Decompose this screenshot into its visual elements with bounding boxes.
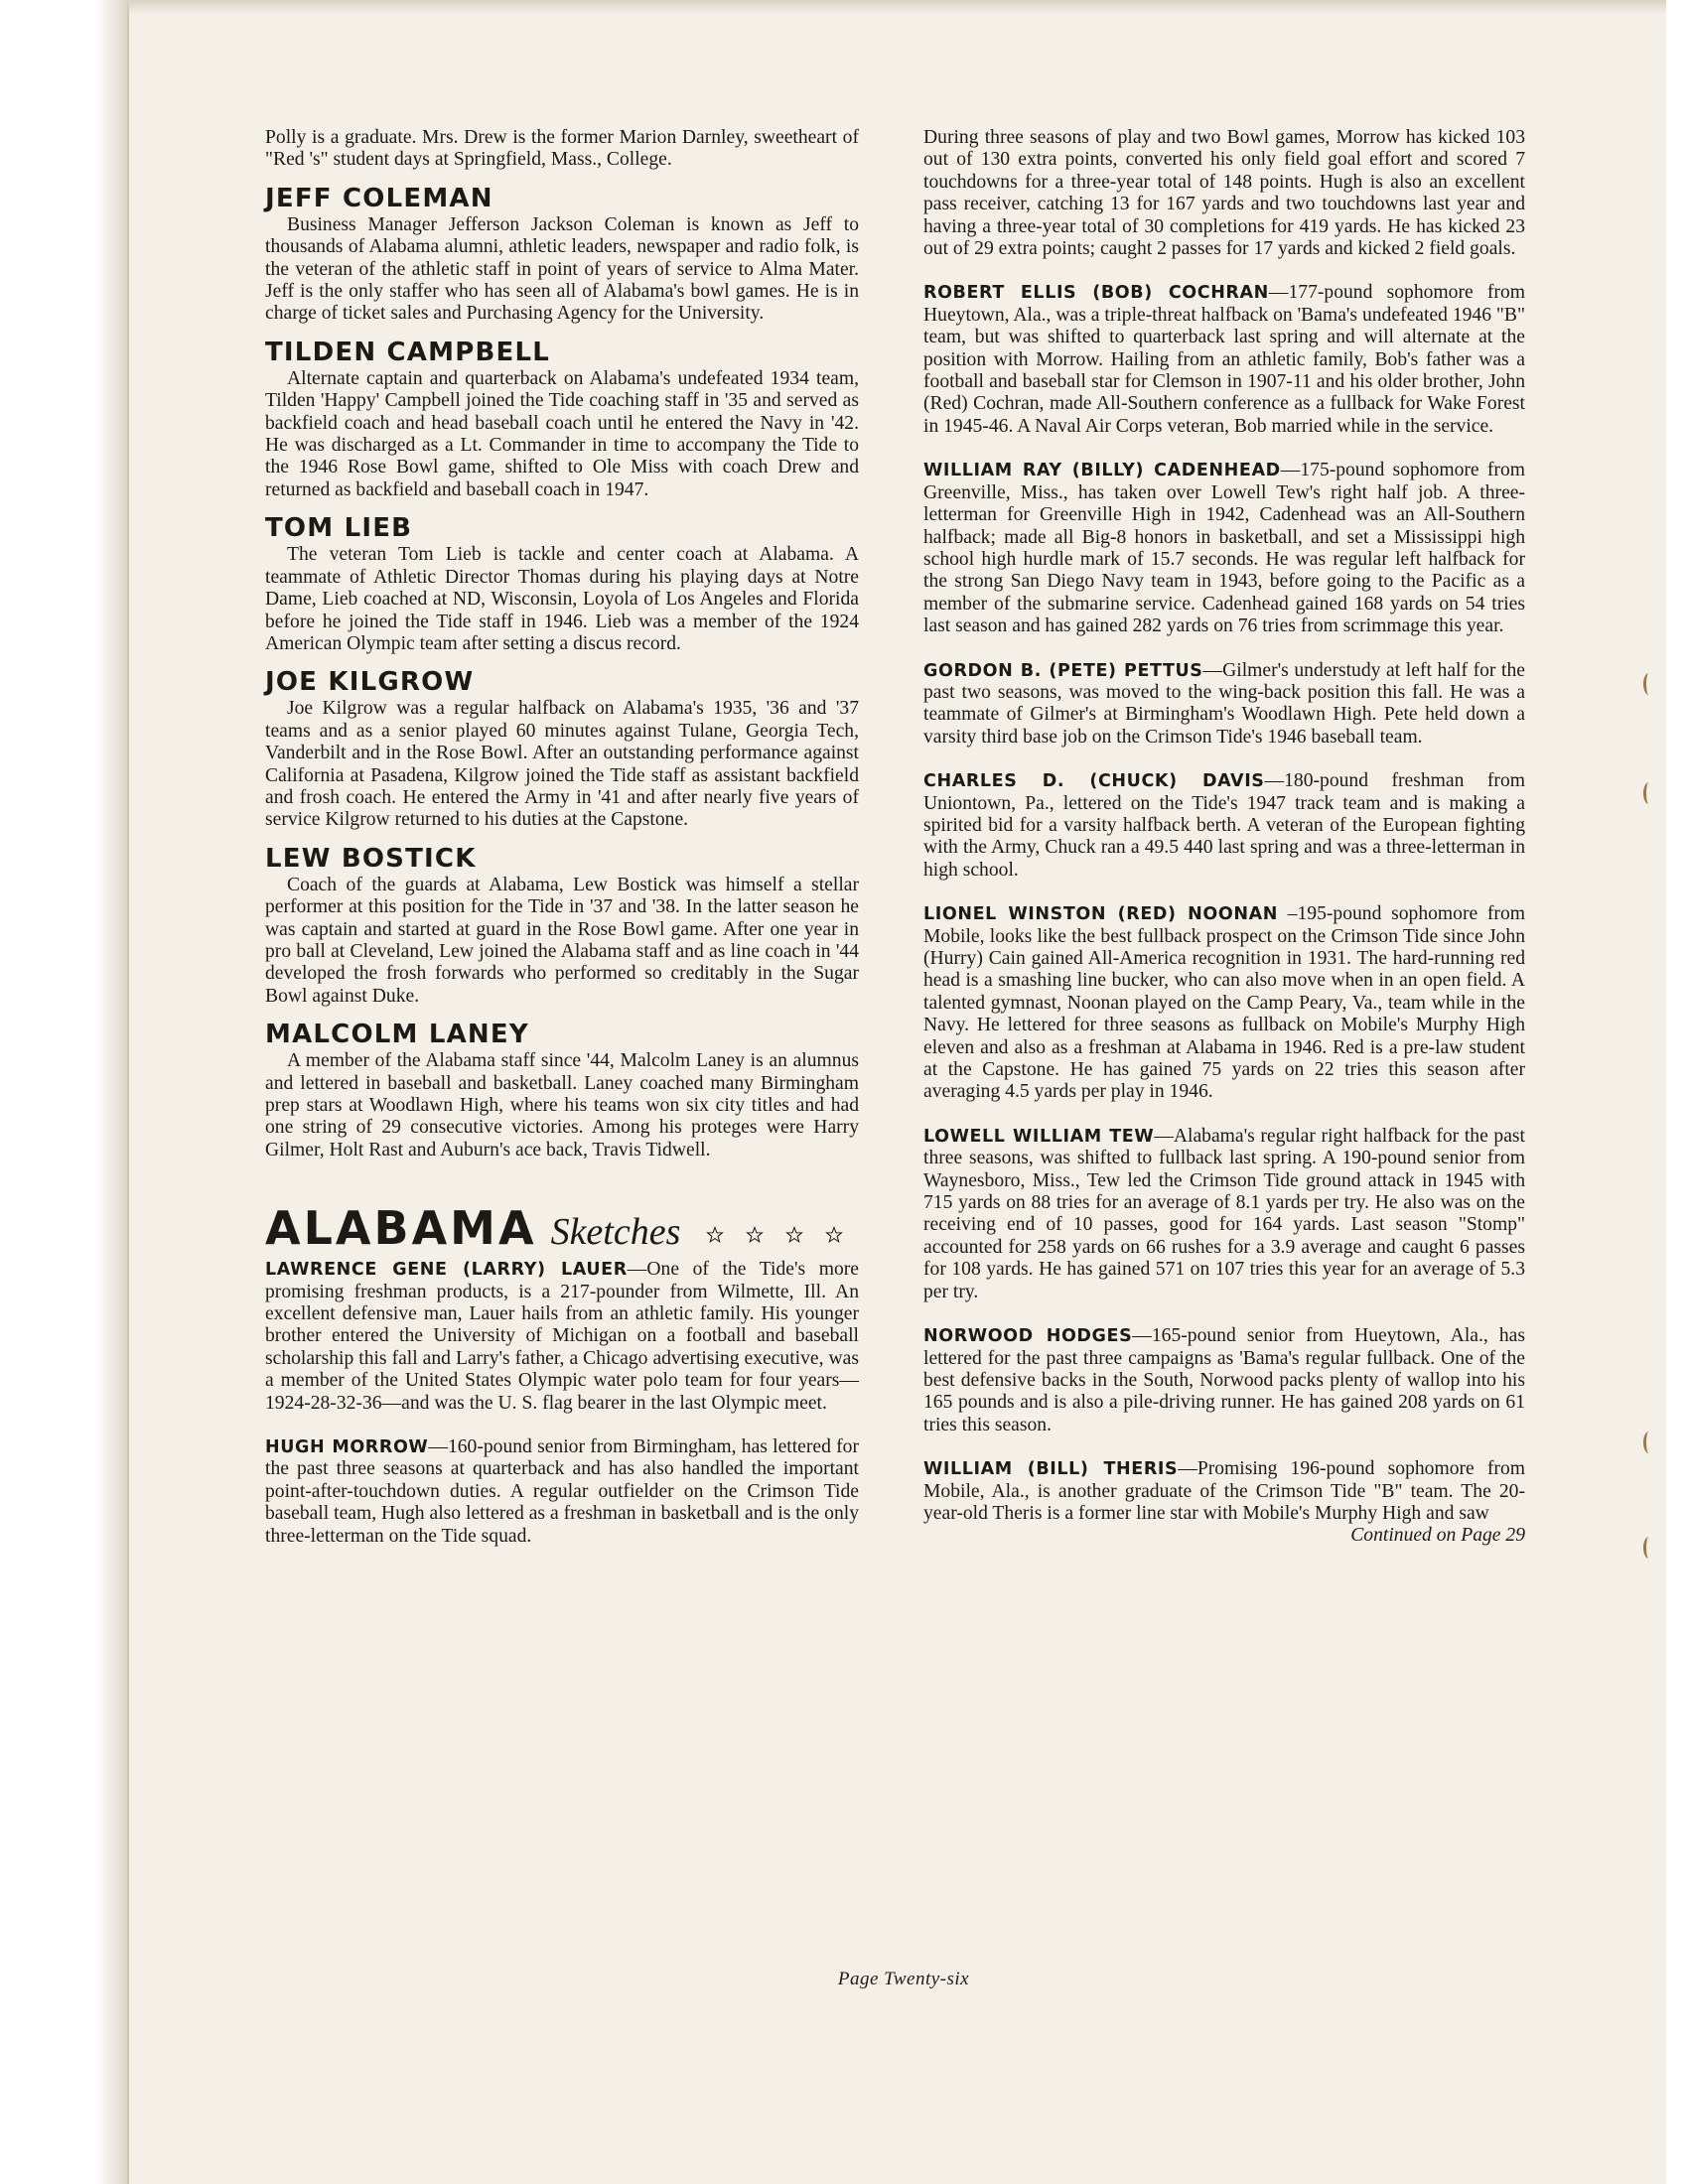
player-bio: —160-pound senior from Birmingham, has lettered for the past three seasons at quarterback and has also handled the important point-after-touchdown duties. A regular outfielder on the Crimson Tide baseball team, Hugh also lettered as a freshman in basketball and is the only three-letterman on the Tide squad.: [265, 1436, 859, 1547]
coach-bio: Business Manager Jefferson Jackson Coleman is known as Jeff to thousands of Alabama alumni, athletic leaders, newspaper and radio folk, is the veteran of the athletic staff in point of years of service to Alma Mater. Jeff is the only staffer who has seen all of Alabama's bowl games. He is in charge of ticket sales and Purchasing Agency for the University.: [265, 213, 859, 325]
left-column: [265, 127, 859, 1548]
coach-entry-tilden-campbell: [265, 338, 859, 501]
margin-mark: [1643, 782, 1654, 804]
player-name: WILLIAM RAY (BILLY) CADENHEAD: [923, 461, 1281, 481]
player-entry-bill-theris: [923, 1458, 1525, 1525]
coach-bio: A member of the Alabama staff since '44, Malcolm Laney is an alumnus and lettered in baseball and basketball. Laney coached many Birmingham prep stars at Woodlawn High, where his teams won six city titles and had one string of 29 consecutive victories. Among his proteges were Harry Gilmer, Holt Rast and Auburn's ace back, Travis Tidwell.: [265, 1050, 859, 1160]
player-entry-lowell-tew: [923, 1126, 1525, 1303]
player-bio: —Alabama's regular right halfback for the past three seasons, was shifted to fullback last spring. A 190-pound senior from Waynesboro, Miss., Tew led the Crimson Tide ground attack in 1945 with 715 yards on 88 tries for an average of 8.1 yards per try. He also was on the receiving end of 10 passes, good for 164 yards. Last season "Stomp" accounted for 258 yards on 66 rushes for a 3.9 average and caught 6 passes for 108 yards. He has gained 571 on 107 tries this year for an average of 5.3 per try.: [923, 1125, 1525, 1302]
coach-name: JOE KILGROW: [265, 667, 475, 698]
coach-bio: The veteran Tom Lieb is tackle and center coach at Alabama. A teammate of Athletic Director Thomas during his playing days at Notre Dame, Lieb coached at ND, Wisconsin, Loyola of Los Angeles and Florida before he joined the Tide staff in 1946. Lieb was a member of the 1924 American Olympic team after setting a discus record.: [265, 544, 859, 654]
coach-entry-lew-bostick: [265, 844, 859, 1008]
star-icon: [746, 1226, 764, 1244]
coach-name: MALCOLM LANEY: [265, 1020, 529, 1050]
player-name: LAWRENCE GENE (LARRY) LAUER: [265, 1260, 628, 1281]
coach-name: LEW BOSTICK: [265, 843, 477, 874]
player-entry-larry-lauer: [265, 1259, 859, 1415]
sketches-subtitle: Sketches: [550, 1211, 681, 1254]
player-bio: —Promising 196-pound sophomore from Mobile, Ala., is another graduate of the Crimson Tide "B" team. The 20-year-old Theris is a former line star with Mobile's Murphy High and saw: [923, 1458, 1525, 1524]
coach-name: TILDEN CAMPBELL: [265, 337, 550, 367]
coach-bio: Coach of the guards at Alabama, Lew Bostick was himself a stellar performer at this position for the Tide in '37 and '38. In the latter season he was captain and started at guard in the Rose Bowl game. After one year in pro ball at Cleveland, Lew joined the Alabama staff and as line coach in '44 developed the frosh forwards who performed so creditably in the Sugar Bowl against Duke.: [265, 874, 859, 1007]
player-bio: —175-pound sophomore from Greenville, Miss., has taken over Lowell Tew's right half job. A three-letterman for Greenville High in 1942, Cadenhead was an All-Southern halfback; made all Big-8 honors in basketball, and set a Mississippi high school high hurdle mark of 15.7 seconds. He was regular left halfback for the strong San Diego Navy team in 1943, before going to the Pacific as a member of the submarine service. Cadenhead gained 168 yards on 54 tries last season and has gained 282 yards on 76 tries from scrimmage this year.: [923, 460, 1525, 637]
continuation-paragraph: During three seasons of play and two Bowl games, Morrow has kicked 103 out of 130 extra points, converted his only field goal effort and scored 7 touchdowns for a three-year total of 148 points. Hugh is also an excellent pass receiver, catching 13 for 167 yards and two touchdowns last year and having a three-year total of 30 completions for 419 yards. He has kicked 23 out of 29 extra points; caught 2 passes for 17 yards and kicked 2 field goals.: [923, 127, 1525, 260]
star-icon: [706, 1226, 724, 1244]
player-name: NORWOOD HODGES: [923, 1326, 1133, 1347]
player-bio: —177-pound sophomore from Hueytown, Ala., was a triple-threat halfback on 'Bama's undefeated 1946 "B" team, but was shifted to quarterback last spring and will alternate at the position with Morrow. Hailing from an athletic family, Bob's father was a football and baseball star for Clemson in 1907-11 and his older brother, John (Red) Cochran, made All-Southern conference as a fullback for Wake Forest in 1945-46. A Naval Air Corps veteran, Bob married while in the service.: [923, 282, 1525, 437]
intro-paragraph: Polly is a graduate. Mrs. Drew is the former Marion Darnley, sweetheart of "Red 's" student days at Springfield, Mass., College.: [265, 127, 859, 171]
player-entry-chuck-davis: [923, 770, 1525, 882]
margin-mark: [1643, 673, 1654, 695]
player-entry-billy-cadenhead: [923, 460, 1525, 637]
player-entry-bob-cochran: [923, 282, 1525, 438]
player-bio: —Gilmer's understudy at left half for the past two seasons, was moved to the wing-back position this fall. He was a teammate of Gilmer's at Birmingham's Woodlawn High. Pete held down a varsity third base job on the Crimson Tide's 1946 baseball team.: [923, 659, 1525, 748]
scan-background-left: [0, 0, 129, 2184]
coach-name: TOM LIEB: [265, 513, 413, 544]
coach-name: JEFF COLEMAN: [265, 183, 493, 213]
right-column: [923, 127, 1525, 1547]
player-name: ROBERT ELLIS (BOB) COCHRAN: [923, 283, 1269, 304]
star-icon: [825, 1226, 843, 1244]
player-name: LOWELL WILLIAM TEW: [923, 1126, 1155, 1147]
margin-mark: [1643, 1432, 1654, 1453]
player-name: HUGH MORROW: [265, 1437, 429, 1458]
player-bio: —165-pound senior from Hueytown, Ala., has lettered for the past three campaigns as 'Bama's regular fullback. One of the best defensive backs in the South, Norwood packs plenty of wallop into his 165 pounds and is also a pile-driving runner. He has gained 208 yards on 61 tries this season.: [923, 1325, 1526, 1435]
coach-entry-malcolm-laney: [265, 1020, 859, 1161]
sketches-heading: [265, 1201, 859, 1259]
coach-entry-jeff-coleman: [265, 184, 859, 326]
coach-bio: Alternate captain and quarterback on Alabama's undefeated 1934 team, Tilden 'Happy' Campbell joined the Tide coaching staff in '35 and served as backfield coach and head baseball coach until he entered the Navy in '42. He was discharged as a Lt. Commander in time to accompany the Tide to the 1946 Rose Bowl game, shifted to Ole Miss with coach Drew and returned as backfield and baseball coach in 1947.: [265, 367, 859, 500]
player-entry-norwood-hodges: [923, 1325, 1525, 1436]
player-bio: —180-pound freshman from Uniontown, Pa., lettered on the Tide's 1947 track team and is making a spirited bid for a varsity halfback berth. A veteran of the European fighting with the Army, Chuck ran a 49.5 440 last spring and was a three-letterman in high school.: [923, 770, 1525, 881]
player-entry-hugh-morrow: [265, 1436, 859, 1548]
star-row: [706, 1226, 843, 1244]
player-bio: –195-pound sophomore from Mobile, looks like the best fullback prospect on the Crimson Tide since John (Hurry) Cain gained All-America recognition in 1931. The hard-running red head is a smashing line bucker, who can also move when in an open field. A talented gymnast, Noonan played on the Camp Peary, Va., team while in the Navy. He lettered for three seasons as fullback on Mobile's Murphy High eleven and also as a freshman at Alabama in 1946. Red is a pre-law student at the Capstone. He has gained 75 yards on 22 tries this season after averaging 4.5 yards per play in 1946.: [923, 903, 1525, 1103]
player-name: LIONEL WINSTON (RED) NOONAN: [923, 904, 1278, 925]
star-icon: [785, 1226, 803, 1244]
player-name: GORDON B. (PETE) PETTUS: [923, 660, 1203, 681]
coach-bio: Joe Kilgrow was a regular halfback on Alabama's 1935, '36 and '37 teams and as a senior played 60 minutes against Tulane, Georgia Tech, Vanderbilt and in the Rose Bowl. After an outstanding performance against California at Pasadena, Kilgrow joined the Tide staff as assistant backfield and frosh coach. He entered the Army in '41 and after nearly five years of service Kilgrow returned to his duties at the Capstone.: [265, 698, 859, 831]
player-bio: —One of the Tide's more promising freshman products, is a 217-pounder from Wilmette, Ill. An excellent defensive man, Lauer hails from an athletic family. His younger brother entered the University of Michigan on a football and baseball scholarship this fall and Larry's father, a Chicago advertising executive, was a member of the United States Olympic water polo team for four years—1924-28-32-36—and was the U. S. flag bearer in the last Olympic meet.: [265, 1259, 859, 1414]
continued-note: Continued on Page 29: [1350, 1525, 1525, 1547]
scan-background-right: [1666, 0, 1688, 2184]
page-top-shadow: [127, 0, 1668, 14]
coach-entry-tom-lieb: [265, 513, 859, 655]
coach-entry-joe-kilgrow: [265, 667, 859, 831]
player-name: CHARLES D. (CHUCK) DAVIS: [923, 771, 1265, 792]
player-entry-red-noonan: [923, 903, 1525, 1104]
page-number: Page Twenty-six: [837, 1969, 970, 1989]
player-entry-pete-pettus: [923, 660, 1525, 750]
player-name: WILLIAM (BILL) THERIS: [923, 1459, 1179, 1480]
sketches-title: ALABAMA: [265, 1201, 537, 1256]
margin-mark: [1643, 1537, 1654, 1559]
